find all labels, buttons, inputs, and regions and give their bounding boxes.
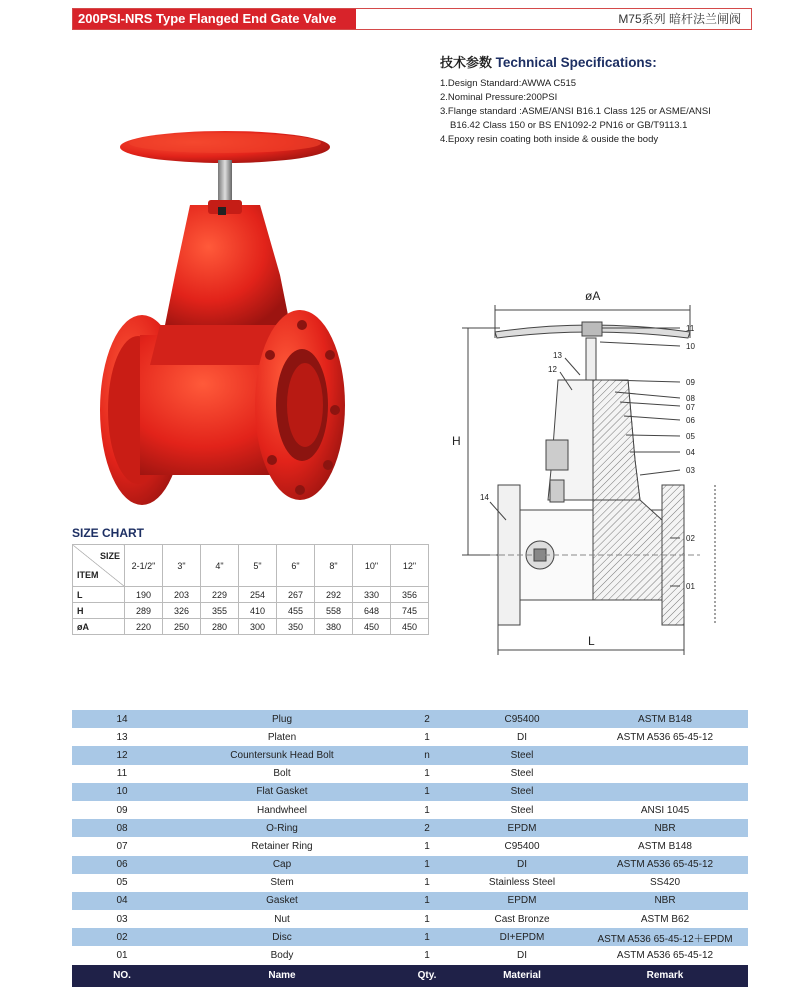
size-cell: 254 [239, 587, 277, 603]
size-header-cell: 8" [315, 545, 353, 587]
size-chart-row [73, 587, 429, 603]
page-title: 200PSI-NRS Type Flanged End Gate Valve [73, 9, 356, 29]
spec-item: 3.Flange standard :ASME/ANSI B16.1 Class 125 or ASME/ANSI [440, 106, 711, 117]
parts-row [72, 746, 748, 764]
header-bar [72, 8, 752, 30]
size-cell: 190 [125, 587, 163, 603]
size-cell: 648 [353, 603, 391, 619]
parts-row [72, 856, 748, 874]
size-cell: 250 [163, 619, 201, 635]
parts-cell-remark: ASTM B148 [582, 837, 748, 855]
spec-item: 4.Epoxy resin coating both inside & ouside the body [440, 134, 659, 145]
size-cell: 350 [277, 619, 315, 635]
parts-cell-remark: ANSI 1045 [582, 801, 748, 819]
parts-cell-name: Plug [172, 710, 392, 728]
parts-cell-material: Steel [462, 801, 582, 819]
size-cell: 203 [163, 587, 201, 603]
parts-cell-no: 04 [72, 892, 172, 910]
size-row-label: L [73, 587, 125, 603]
callout-label: 11 [686, 324, 695, 333]
parts-cell-no: 10 [72, 783, 172, 801]
dim-l-label: L [588, 634, 595, 648]
parts-cell-name: Bolt [172, 765, 392, 783]
parts-header-row [72, 965, 748, 987]
technical-specifications [440, 52, 760, 147]
parts-row [72, 946, 748, 964]
parts-cell-qty: 1 [392, 837, 462, 855]
parts-cell-no: 11 [72, 765, 172, 783]
size-cell: 380 [315, 619, 353, 635]
size-row-label: H [73, 603, 125, 619]
parts-row [72, 783, 748, 801]
parts-cell-remark [582, 783, 748, 801]
parts-cell-material: EPDM [462, 892, 582, 910]
series-label: M75系列 暗杆法兰闸阀 [618, 12, 741, 26]
parts-cell-name: Cap [172, 856, 392, 874]
size-header-cell: 5" [239, 545, 277, 587]
parts-cell-name: Retainer Ring [172, 837, 392, 855]
parts-cell-qty: 2 [392, 710, 462, 728]
size-cell: 267 [277, 587, 315, 603]
dim-h-label: H [452, 434, 461, 448]
dim-a-label: øA [585, 289, 601, 303]
parts-cell-qty: 1 [392, 783, 462, 801]
parts-cell-qty: 1 [392, 728, 462, 746]
parts-row [72, 874, 748, 892]
parts-cell-material: DI [462, 728, 582, 746]
parts-column-header-remark: Remark [582, 965, 748, 987]
parts-cell-remark: ASTM B62 [582, 910, 748, 928]
callout-label: 12 [548, 365, 557, 374]
parts-cell-qty: 1 [392, 856, 462, 874]
parts-cell-qty: 1 [392, 928, 462, 946]
parts-cell-material: DI [462, 856, 582, 874]
parts-cell-material: Steel [462, 765, 582, 783]
parts-cell-no: 06 [72, 856, 172, 874]
parts-cell-remark: ASTM B148 [582, 710, 748, 728]
size-chart-table [72, 544, 429, 635]
size-cell: 280 [201, 619, 239, 635]
callout-label: 08 [686, 394, 695, 403]
spec-item: 2.Nominal Pressure:200PSI [440, 92, 558, 103]
size-cell: 450 [353, 619, 391, 635]
parts-cell-material: Stainless Steel [462, 874, 582, 892]
parts-row [72, 837, 748, 855]
parts-cell-material: Steel [462, 783, 582, 801]
parts-cell-no: 07 [72, 837, 172, 855]
size-cell: 745 [391, 603, 429, 619]
parts-cell-remark: NBR [582, 892, 748, 910]
parts-cell-material: DI [462, 946, 582, 964]
size-header-label: SIZE [99, 551, 120, 561]
spec-item: 1.Design Standard:AWWA C515 [440, 78, 577, 89]
parts-cell-material: Steel [462, 746, 582, 764]
size-chart-row [73, 603, 429, 619]
parts-cell-remark: ASTM A536 65-45-12＋EPDM [582, 928, 748, 946]
parts-cell-name: Stem [172, 874, 392, 892]
callout-label: 06 [686, 416, 695, 425]
parts-row [72, 910, 748, 928]
size-cell: 326 [163, 603, 201, 619]
parts-cell-no: 01 [72, 946, 172, 964]
size-header-cell: 3" [163, 545, 201, 587]
specs-heading [440, 52, 760, 71]
parts-cell-no: 13 [72, 728, 172, 746]
parts-cell-remark: ASTM A536 65-45-12 [582, 946, 748, 964]
parts-cell-name: Handwheel [172, 801, 392, 819]
size-chart-title: SIZE CHART [72, 526, 144, 540]
parts-cell-no: 05 [72, 874, 172, 892]
size-cell: 289 [125, 603, 163, 619]
parts-row [72, 801, 748, 819]
parts-cell-material: C95400 [462, 710, 582, 728]
specs-title-cn: 技术参数 [440, 55, 493, 70]
size-cell: 300 [239, 619, 277, 635]
parts-cell-qty: n [392, 746, 462, 764]
callout-label: 07 [686, 403, 695, 412]
size-header-cell: 4" [201, 545, 239, 587]
parts-row [72, 728, 748, 746]
parts-cell-no: 09 [72, 801, 172, 819]
callout-label: 09 [686, 378, 695, 387]
size-cell: 450 [391, 619, 429, 635]
callout-label: 10 [686, 342, 695, 351]
gate-valve-photo [90, 125, 350, 515]
size-row-label: øA [73, 619, 125, 635]
parts-cell-no: 02 [72, 928, 172, 946]
size-header-cell: 2-1/2" [125, 545, 163, 587]
parts-row [72, 928, 748, 946]
parts-cell-remark: ASTM A536 65-45-12 [582, 728, 748, 746]
parts-cell-qty: 2 [392, 819, 462, 837]
parts-cell-remark: ASTM A536 65-45-12 [582, 856, 748, 874]
parts-cell-qty: 1 [392, 910, 462, 928]
spec-item: B16.42 Class 150 or BS EN1092-2 PN16 or GB/T9113.1 [450, 120, 688, 131]
parts-cell-qty: 1 [392, 892, 462, 910]
size-chart-header-row [73, 545, 429, 587]
parts-row [72, 819, 748, 837]
size-cell: 229 [201, 587, 239, 603]
callout-label: 04 [686, 448, 695, 457]
parts-cell-name: Countersunk Head Bolt [172, 746, 392, 764]
parts-cell-name: Nut [172, 910, 392, 928]
size-cell: 410 [239, 603, 277, 619]
parts-column-header-no: NO. [72, 965, 172, 987]
size-header-cell: 12" [391, 545, 429, 587]
parts-cell-remark [582, 746, 748, 764]
parts-cell-no: 08 [72, 819, 172, 837]
parts-cell-remark: SS420 [582, 874, 748, 892]
size-cell: 330 [353, 587, 391, 603]
parts-cell-qty: 1 [392, 946, 462, 964]
size-cell: 220 [125, 619, 163, 635]
parts-cell-name: Flat Gasket [172, 783, 392, 801]
parts-cell-no: 14 [72, 710, 172, 728]
callout-label: 13 [553, 351, 562, 360]
parts-cell-name: O-Ring [172, 819, 392, 837]
item-header-label: ITEM [77, 570, 99, 580]
size-cell: 558 [315, 603, 353, 619]
size-chart-row [73, 619, 429, 635]
parts-column-header-material: Material [462, 965, 582, 987]
parts-cell-material: DI+EPDM [462, 928, 582, 946]
parts-cell-qty: 1 [392, 874, 462, 892]
parts-cell-remark: NBR [582, 819, 748, 837]
parts-cell-name: Body [172, 946, 392, 964]
callout-label: 05 [686, 432, 695, 441]
parts-cell-no: 12 [72, 746, 172, 764]
parts-cell-material: Cast Bronze [462, 910, 582, 928]
callout-label: 03 [686, 466, 695, 475]
size-header-cell: 10" [353, 545, 391, 587]
size-cell: 355 [201, 603, 239, 619]
parts-cell-name: Gasket [172, 892, 392, 910]
parts-cell-qty: 1 [392, 765, 462, 783]
callout-label: 02 [686, 534, 695, 543]
parts-cell-no: 03 [72, 910, 172, 928]
specs-title-en: Technical Specifications: [495, 55, 657, 70]
parts-row [72, 892, 748, 910]
parts-cell-remark [582, 765, 748, 783]
parts-cell-name: Platen [172, 728, 392, 746]
parts-cell-name: Disc [172, 928, 392, 946]
parts-cell-material: EPDM [462, 819, 582, 837]
size-cell: 292 [315, 587, 353, 603]
parts-row [72, 710, 748, 728]
parts-cell-qty: 1 [392, 801, 462, 819]
parts-row [72, 765, 748, 783]
size-item-header-cell [73, 545, 125, 587]
size-header-cell: 6" [277, 545, 315, 587]
parts-list-table [72, 710, 748, 987]
valve-cross-section-drawing [440, 280, 740, 660]
parts-cell-material: C95400 [462, 837, 582, 855]
size-cell: 356 [391, 587, 429, 603]
callout-label: 01 [686, 582, 695, 591]
parts-column-header-name: Name [172, 965, 392, 987]
callout-label: 14 [480, 493, 489, 502]
size-cell: 455 [277, 603, 315, 619]
parts-column-header-qty: Qty. [392, 965, 462, 987]
